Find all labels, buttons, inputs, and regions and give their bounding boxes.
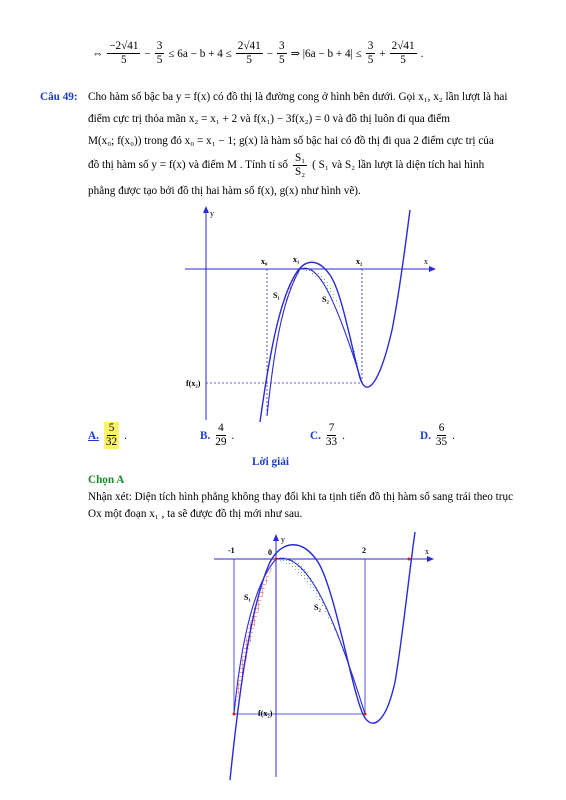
formula-three-fifths-1: $\frac{3}{5}$ [156,40,163,66]
question-line-5: phẳng được tạo bởi đồ thị hai hàm số f(x), g(x) như hình vẽ). [88,185,361,197]
formula-three-fifths-3: $\frac{3}{5}$ [367,40,374,66]
option-b[interactable] [200,422,234,449]
g2-zero-label: 0 [268,548,272,557]
option-b-tail: . [231,429,235,442]
formula-plus: + [379,47,386,60]
g2-y-label: y [281,535,285,544]
solution-choice: Chọn A [88,474,125,486]
g1-y-label: y [210,209,214,218]
top-formula [92,40,423,67]
g2-two-label: 2 [362,546,366,555]
option-b-fraction: $\frac{4}{29}$ [215,422,227,448]
solution-line-1: Nhận xét: Diện tích hình phẳng không thay đổi khi ta tịnh tiến đồ thị hàm số sang trái theo trục [88,491,514,503]
solution-heading: Lời giải [252,456,289,468]
g1-s1-label: S₁ [273,291,280,300]
graph-2 [210,532,440,782]
formula-three-fifths-2: $\frac{3}{5}$ [279,40,285,66]
question-label: Câu 49: [40,91,78,103]
g2-s2-label: S₂ [314,603,321,612]
option-d-tail: . [452,429,455,442]
question-line-1: Cho hàm số bậc ba y = f(x) có đồ thị là đường cong ở hình bên dưới. Gọi x₁, x₂ lần lượt là hai [88,91,508,103]
g1-fx2-label: f(x₂) [186,379,201,388]
option-d-label: D. [420,429,431,442]
option-a[interactable] [88,422,127,449]
option-c-fraction: $\frac{7}{33}$ [325,422,338,448]
formula-end: . [420,47,424,60]
g1-x1-label: x₁ [293,255,300,264]
formula-minus-2: − [266,47,273,60]
ratio-fraction: $\frac{\text{S₁}}{\text{S₂}}$ [295,151,306,178]
question-line-3: M(x₀; f(x₀)) trong đó x₀ = x₁ − 1; g(x) là hàm số bậc hai có đồ thị đi qua 2 điểm cực trị của [88,135,494,147]
formula-prefix: ⇔ [92,47,104,60]
question-line-4 [88,150,484,180]
g2-cubic-curve [230,532,415,780]
option-c[interactable] [310,422,345,449]
parabola-curve [267,268,362,416]
region-s2 [300,268,362,383]
option-a-label: A. [88,429,99,442]
formula-inequality: ≤ 6a − b + 4 ≤ [168,47,232,60]
solution-line-2: Ox một đoạn x₁ , ta sẽ được đồ thị mới như sau. [88,508,303,520]
g1-x-label: x [424,257,428,266]
g2-parabola-curve [234,558,365,714]
option-a-tail: . [124,429,127,442]
option-b-label: B. [200,429,211,442]
formula-rhs-fraction-2: $\frac{2√41}{5}$ [391,40,415,66]
formula-lhs-fraction: $\frac{-2√41}{5}$ [109,40,139,66]
g1-s2-label: S₂ [322,295,329,304]
g2-x-label: x [425,547,429,556]
option-d[interactable] [420,422,455,449]
graph-1 [170,200,440,422]
ratio-tail: ( S₁ và S₂ lần lượt là diện tích hai hình [312,159,485,171]
g2-fx2-label: f(x₂) [258,709,273,718]
question-line-2: điểm cực trị thỏa mãn x₂ = x₁ + 2 và f(x₁) − 3f(x₂) = 0 và đồ thị luôn đi qua điểm [88,113,450,125]
option-a-fraction: $\frac{5}{32}$ [105,422,118,448]
option-c-label: C. [310,429,321,442]
formula-minus-1: − [144,47,151,60]
formula-implies: ⇒ |6a − b + 4| ≤ [290,47,362,60]
g2-neg1-label: -1 [228,546,235,555]
option-d-fraction: $\frac{6}{35}$ [435,422,448,448]
question-line-4-text: đồ thị hàm số y = f(x) và điểm M . Tính tỉ số [88,159,289,171]
g1-x2-label: x₂ [356,257,363,266]
g2-region-s2 [276,557,365,714]
g2-s1-label: S₁ [244,593,251,602]
formula-rhs-fraction: $\frac{2√41}{5}$ [237,40,261,66]
g1-x0-label: x₀ [261,257,268,266]
option-c-tail: . [342,429,345,442]
